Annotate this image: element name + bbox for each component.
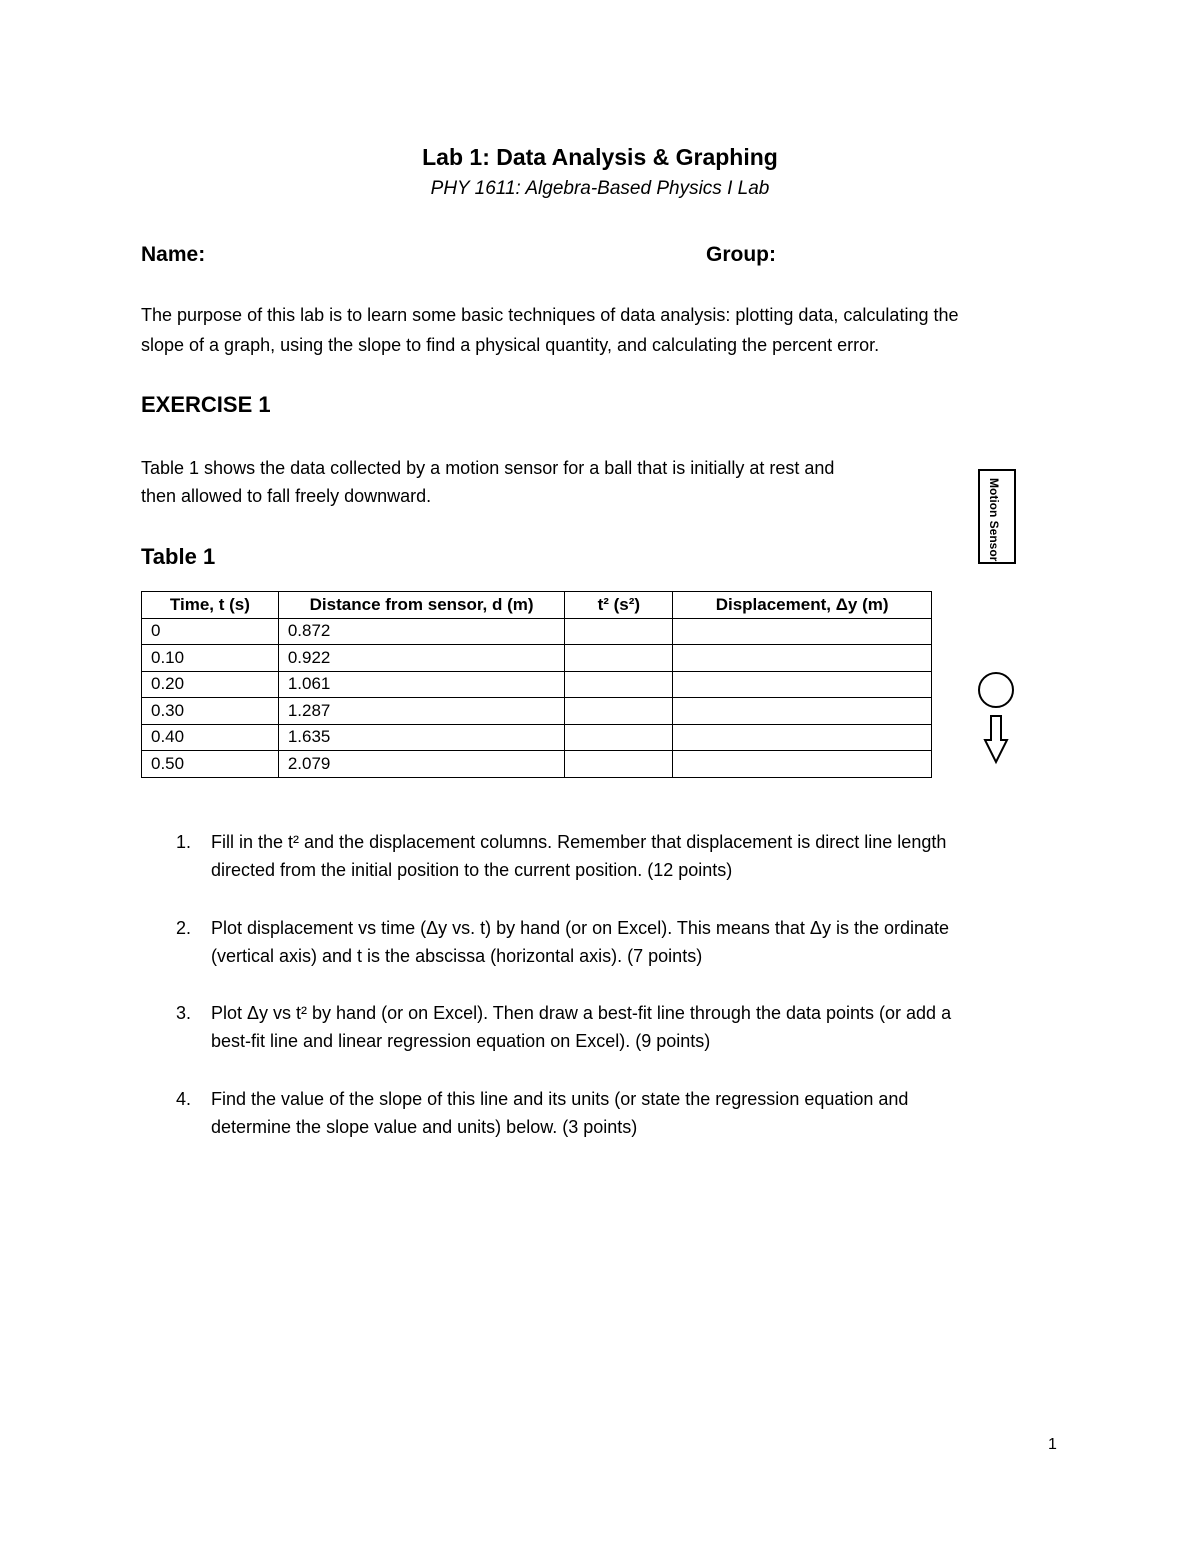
question-text-line-2: directed from the initial position to the current position. (12 points)	[211, 860, 733, 880]
question-text-line-2: determine the slope value and units) below. (3 points)	[211, 1117, 638, 1137]
cell-distance: 1.287	[278, 698, 565, 725]
cell-displacement[interactable]	[673, 645, 932, 672]
cell-distance: 0.922	[278, 645, 565, 672]
question-text-line-1: Find the value of the slope of this line and its units (or state the regression equation and	[211, 1089, 909, 1109]
cell-t-squared[interactable]	[565, 618, 673, 645]
table-row	[142, 698, 932, 725]
question-number: 1.	[176, 832, 192, 852]
course-subtitle: PHY 1611: Algebra-Based Physics I Lab	[430, 178, 770, 199]
down-arrow-icon	[985, 716, 1007, 762]
header-t-squared: t² (s²)	[565, 592, 673, 619]
table-caption: Table 1	[141, 544, 216, 569]
question-text-line-2: (vertical axis) and t is the abscissa (horizontal axis). (7 points)	[211, 946, 703, 966]
name-label: Name:	[141, 243, 206, 266]
falling-ball-figure	[974, 668, 1020, 768]
table-row	[142, 751, 932, 778]
cell-distance: 1.635	[278, 724, 565, 751]
table-row	[142, 618, 932, 645]
cell-distance: 1.061	[278, 671, 565, 698]
question-text-line-1: Plot displacement vs time (Δy vs. t) by hand (or on Excel). This means that Δy is the ordinate	[211, 918, 950, 938]
table-row	[142, 671, 932, 698]
cell-time: 0.20	[142, 671, 279, 698]
cell-t-squared[interactable]	[565, 724, 673, 751]
question-2	[176, 914, 1046, 970]
cell-time: 0.40	[142, 724, 279, 751]
question-number: 4.	[176, 1089, 192, 1109]
question-number: 2.	[176, 918, 192, 938]
question-4	[176, 1085, 1046, 1141]
exercise-heading: EXERCISE 1	[141, 392, 271, 417]
question-text-line-1: Plot Δy vs t² by hand (or on Excel). Then draw a best-fit line through the data points (or add a	[211, 1003, 952, 1023]
question-text-line-1: Fill in the t² and the displacement columns. Remember that displacement is direct line length	[211, 832, 947, 852]
intro-line-2: slope of a graph, using the slope to find a physical quantity, and calculating the percent error.	[141, 335, 880, 355]
header-time: Time, t (s)	[142, 592, 279, 619]
cell-t-squared[interactable]	[565, 698, 673, 725]
header-displacement: Displacement, Δy (m)	[673, 592, 932, 619]
cell-time: 0.50	[142, 751, 279, 778]
cell-displacement[interactable]	[673, 618, 932, 645]
question-text-line-2: best-fit line and linear regression equation on Excel). (9 points)	[211, 1031, 711, 1051]
intro-paragraph	[141, 300, 1101, 360]
intro-line-1: The purpose of this lab is to learn some basic techniques of data analysis: plotting data, calculating the	[141, 305, 959, 325]
exercise-description	[141, 454, 941, 510]
cell-distance: 0.872	[278, 618, 565, 645]
question-number: 3.	[176, 1003, 192, 1023]
question-3	[176, 999, 1046, 1055]
table-row	[142, 645, 932, 672]
cell-time: 0.30	[142, 698, 279, 725]
cell-t-squared[interactable]	[565, 751, 673, 778]
cell-time: 0	[142, 618, 279, 645]
table-row	[142, 724, 932, 751]
question-1	[176, 828, 1046, 884]
header-distance: Distance from sensor, d (m)	[278, 592, 565, 619]
motion-sensor-label: Motion Sensor	[987, 478, 1001, 562]
group-label: Group:	[706, 243, 776, 266]
cell-displacement[interactable]	[673, 698, 932, 725]
page-number: 1	[1048, 1436, 1057, 1453]
table-header-row	[142, 592, 932, 619]
cell-displacement[interactable]	[673, 671, 932, 698]
cell-displacement[interactable]	[673, 724, 932, 751]
cell-time: 0.10	[142, 645, 279, 672]
ball-icon	[979, 673, 1013, 707]
cell-distance: 2.079	[278, 751, 565, 778]
data-table	[141, 591, 932, 778]
exercise-desc-line-1: Table 1 shows the data collected by a motion sensor for a ball that is initially at rest and	[141, 458, 835, 478]
cell-t-squared[interactable]	[565, 671, 673, 698]
page-title: Lab 1: Data Analysis & Graphing	[422, 144, 778, 170]
cell-t-squared[interactable]	[565, 645, 673, 672]
cell-displacement[interactable]	[673, 751, 932, 778]
exercise-desc-line-2: then allowed to fall freely downward.	[141, 486, 432, 506]
